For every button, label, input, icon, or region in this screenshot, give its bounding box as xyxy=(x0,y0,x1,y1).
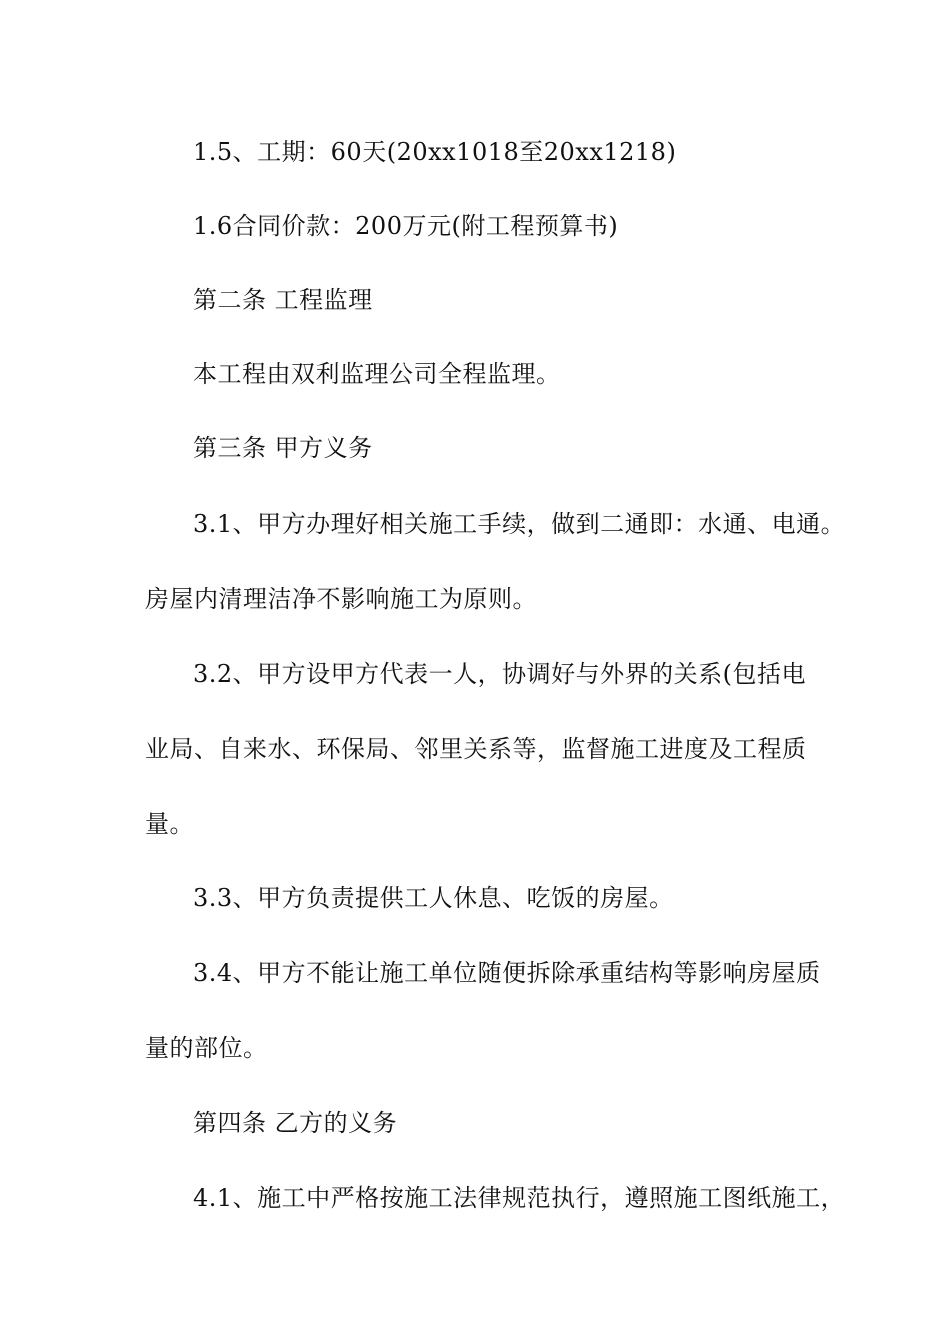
clause-1-6-price: 1.6合同价款：200万元(附工程预算书) xyxy=(193,212,619,240)
article-3-heading: 第三条 甲方义务 xyxy=(193,434,373,462)
clause-3-2-line-2: 业局、自来水、环保局、邻里关系等，监督施工进度及工程质 xyxy=(145,735,807,763)
article-4-heading: 第四条 乙方的义务 xyxy=(193,1109,398,1137)
article-2-heading: 第二条 工程监理 xyxy=(193,286,373,314)
clause-4-1-line-1: 4.1、施工中严格按施工法律规范执行，遵照施工图纸施工， xyxy=(193,1184,846,1212)
clause-3-4-line-2: 量的部位。 xyxy=(145,1034,268,1062)
clause-3-2-line-3: 量。 xyxy=(145,810,194,838)
clause-3-1-line-1: 3.1、甲方办理好相关施工手续，做到二通即：水通、电通。 xyxy=(193,510,846,538)
clause-1-5-duration: 1.5、工期：60天(20xx1018至20xx1218) xyxy=(193,138,677,166)
clause-3-3: 3.3、甲方负责提供工人休息、吃饭的房屋。 xyxy=(193,884,674,912)
clause-3-4-line-1: 3.4、甲方不能让施工单位随便拆除承重结构等影响房屋质 xyxy=(193,959,821,987)
article-2-text: 本工程由双利监理公司全程监理。 xyxy=(193,360,561,388)
clause-3-1-line-2: 房屋内清理洁净不影响施工为原则。 xyxy=(145,585,537,613)
clause-3-2-line-1: 3.2、甲方设甲方代表一人，协调好与外界的关系(包括电 xyxy=(193,660,807,688)
